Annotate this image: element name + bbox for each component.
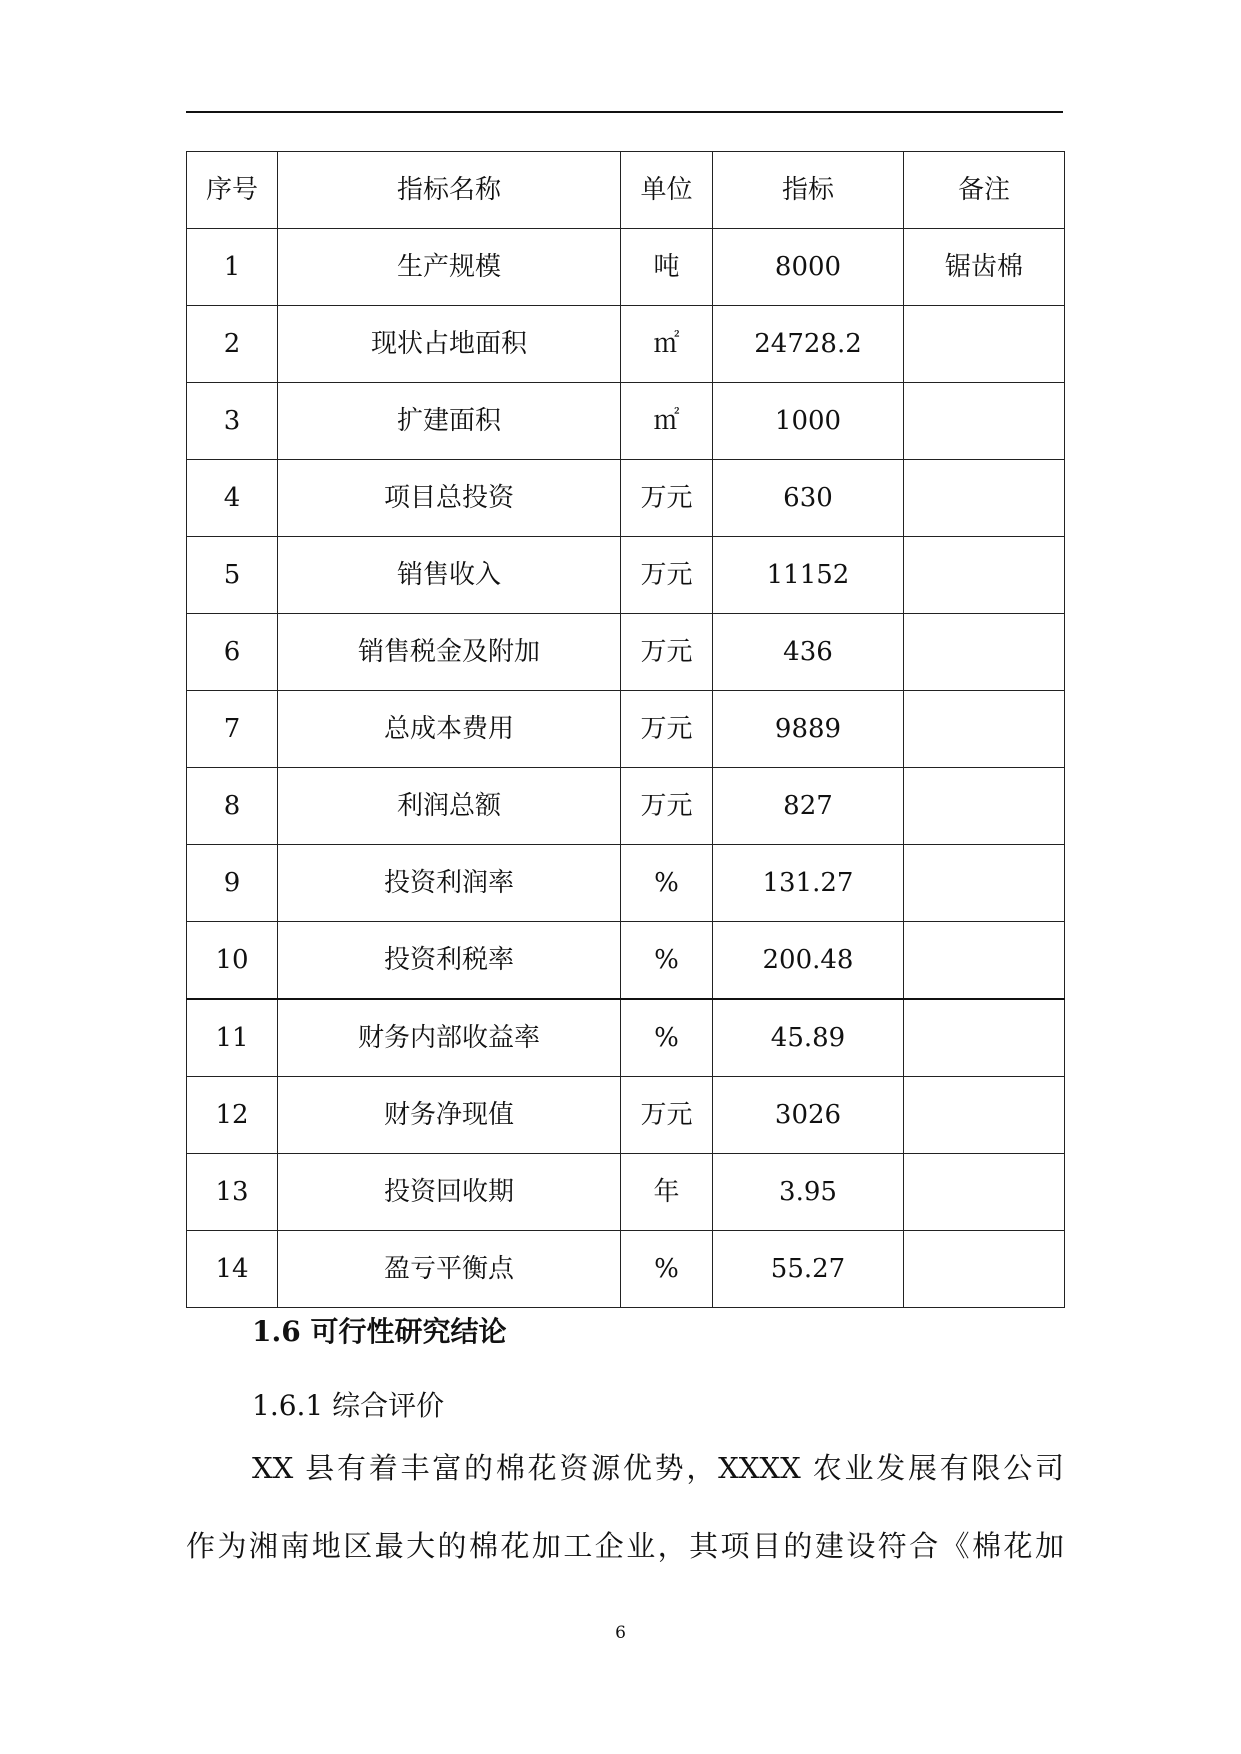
table-row [187, 999, 1065, 1077]
cell-indicator-value: 24728.2 [713, 306, 904, 383]
cell-serial-number: 5 [187, 537, 278, 614]
table-row [187, 922, 1065, 1000]
cell-indicator-value: 1000 [713, 383, 904, 460]
cell-unit: 年 [621, 1154, 713, 1231]
cell-indicator-name: 盈亏平衡点 [278, 1231, 621, 1308]
cell-indicator-name: 扩建面积 [278, 383, 621, 460]
cell-unit: 吨 [621, 229, 713, 306]
cell-unit: % [621, 1231, 713, 1308]
paragraph-line: XX 县有着丰富的棉花资源优势，XXXX 农业发展有限公司 [252, 1451, 1064, 1485]
cell-unit: 万元 [621, 691, 713, 768]
cell-indicator-name: 利润总额 [278, 768, 621, 845]
cell-unit: ㎡ [621, 383, 713, 460]
cell-indicator-value: 45.89 [713, 999, 904, 1077]
cell-serial-number: 2 [187, 306, 278, 383]
table-row [187, 614, 1065, 691]
cell-unit: % [621, 922, 713, 1000]
cell-serial-number: 3 [187, 383, 278, 460]
cell-indicator-value: 11152 [713, 537, 904, 614]
cell-remarks [904, 922, 1065, 1000]
cell-remarks [904, 306, 1065, 383]
cell-serial-number: 1 [187, 229, 278, 306]
cell-serial-number: 8 [187, 768, 278, 845]
cell-indicator-value: 827 [713, 768, 904, 845]
cell-serial-number: 10 [187, 922, 278, 1000]
cell-serial-number: 6 [187, 614, 278, 691]
cell-remarks [904, 768, 1065, 845]
cell-indicator-name: 项目总投资 [278, 460, 621, 537]
cell-indicator-value: 3026 [713, 1077, 904, 1154]
cell-remarks [904, 999, 1065, 1077]
cell-unit: 万元 [621, 1077, 713, 1154]
table-row [187, 1154, 1065, 1231]
cell-remarks [904, 460, 1065, 537]
cell-indicator-value: 436 [713, 614, 904, 691]
cell-remarks [904, 1154, 1065, 1231]
cell-indicator-name: 现状占地面积 [278, 306, 621, 383]
cell-remarks: 锯齿棉 [904, 229, 1065, 306]
table-row [187, 383, 1065, 460]
cell-unit: ㎡ [621, 306, 713, 383]
cell-indicator-value: 8000 [713, 229, 904, 306]
section-heading: 1.6 可行性研究结论 [252, 1315, 507, 1348]
cell-remarks [904, 537, 1065, 614]
cell-serial-number: 9 [187, 845, 278, 922]
cell-unit: 万元 [621, 768, 713, 845]
table-row [187, 1077, 1065, 1154]
cell-indicator-name: 销售收入 [278, 537, 621, 614]
table-header-row [187, 152, 1065, 229]
header-serial-number: 序号 [187, 152, 278, 229]
cell-remarks [904, 614, 1065, 691]
cell-indicator-value: 55.27 [713, 1231, 904, 1308]
cell-indicator-value: 3.95 [713, 1154, 904, 1231]
cell-indicator-value: 131.27 [713, 845, 904, 922]
cell-unit: 万元 [621, 614, 713, 691]
table-row [187, 306, 1065, 383]
header-indicator-value: 指标 [713, 152, 904, 229]
cell-indicator-value: 200.48 [713, 922, 904, 1000]
body-paragraph [186, 1451, 1064, 1610]
cell-indicator-name: 财务内部收益率 [278, 999, 621, 1077]
cell-indicator-name: 销售税金及附加 [278, 614, 621, 691]
cell-remarks [904, 1231, 1065, 1308]
cell-serial-number: 4 [187, 460, 278, 537]
cell-indicator-name: 投资利税率 [278, 922, 621, 1000]
page-number: 6 [615, 1623, 626, 1643]
table-row [187, 460, 1065, 537]
header-rule [186, 111, 1063, 113]
cell-indicator-value: 9889 [713, 691, 904, 768]
cell-remarks [904, 383, 1065, 460]
table-row [187, 537, 1065, 614]
cell-serial-number: 13 [187, 1154, 278, 1231]
table-row [187, 845, 1065, 922]
cell-unit: 万元 [621, 537, 713, 614]
cell-indicator-name: 投资回收期 [278, 1154, 621, 1231]
cell-indicator-name: 投资利润率 [278, 845, 621, 922]
cell-unit: 万元 [621, 460, 713, 537]
table-row [187, 229, 1065, 306]
cell-serial-number: 12 [187, 1077, 278, 1154]
cell-remarks [904, 691, 1065, 768]
header-unit: 单位 [621, 152, 713, 229]
cell-unit: % [621, 999, 713, 1077]
indicator-table [186, 151, 1065, 1308]
header-indicator-name: 指标名称 [278, 152, 621, 229]
subsection-heading: 1.6.1 综合评价 [252, 1389, 445, 1422]
cell-remarks [904, 845, 1065, 922]
cell-serial-number: 14 [187, 1231, 278, 1308]
cell-unit: % [621, 845, 713, 922]
cell-indicator-name: 总成本费用 [278, 691, 621, 768]
cell-indicator-name: 财务净现值 [278, 1077, 621, 1154]
cell-remarks [904, 1077, 1065, 1154]
table-row [187, 1231, 1065, 1308]
paragraph-line: 作为湘南地区最大的棉花加工企业，其项目的建设符合《棉花加 [186, 1529, 1064, 1563]
cell-indicator-name: 生产规模 [278, 229, 621, 306]
header-remarks: 备注 [904, 152, 1065, 229]
cell-serial-number: 11 [187, 999, 278, 1077]
table-row [187, 768, 1065, 845]
table-row [187, 691, 1065, 768]
cell-serial-number: 7 [187, 691, 278, 768]
cell-indicator-value: 630 [713, 460, 904, 537]
